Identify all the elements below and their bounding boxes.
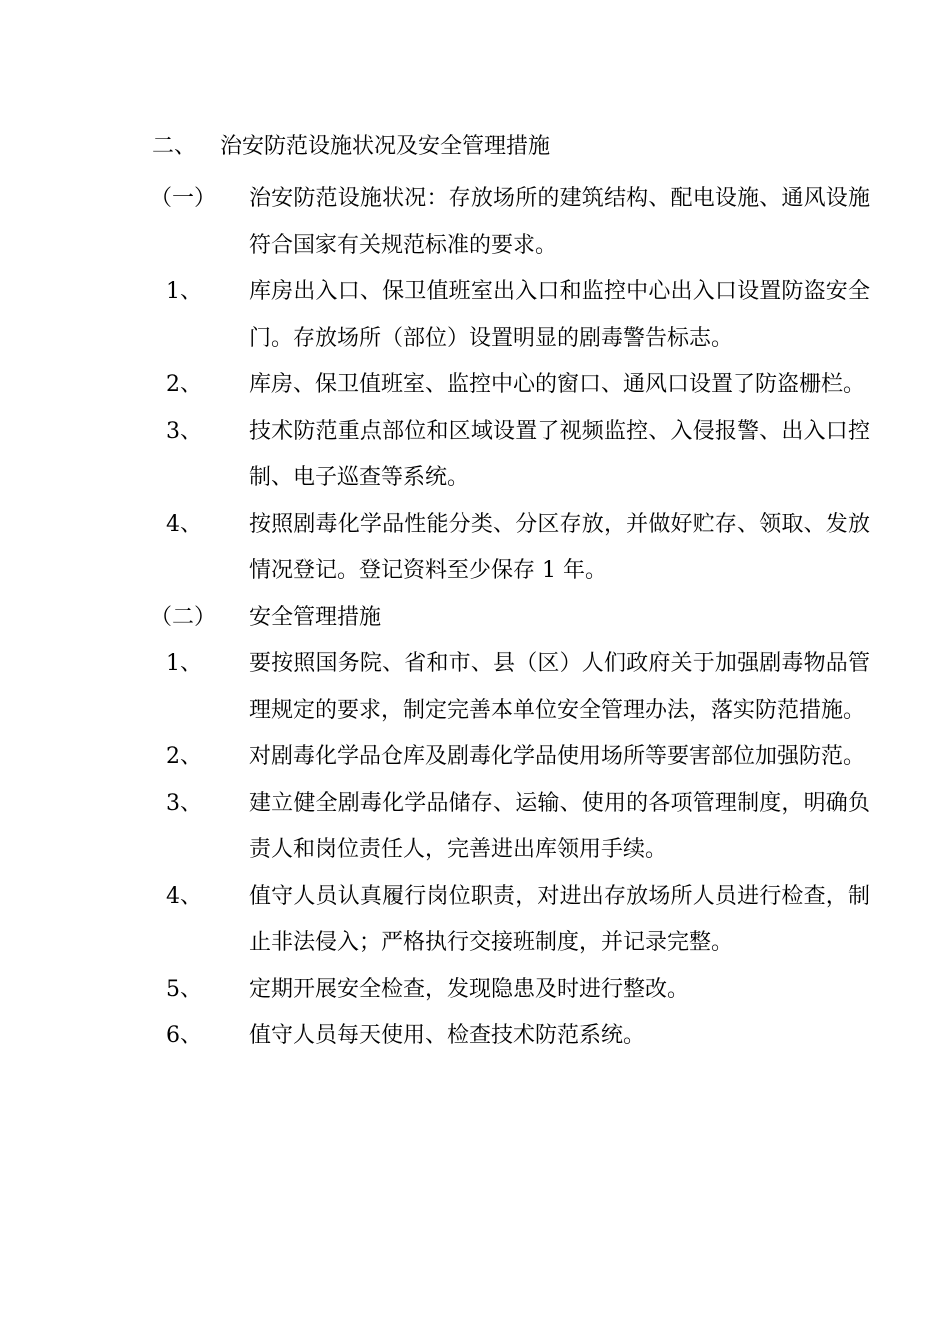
- list-item: [150, 1013, 870, 1060]
- item-number: 5、: [166, 976, 202, 1002]
- item-text: 库房、保卫值班室、监控中心的窗口、通风口设置了防盗栅栏。: [249, 372, 866, 397]
- list-item: [150, 362, 870, 409]
- item-text: 值守人员每天使用、检查技术防范系统。: [249, 1023, 646, 1048]
- item-text: 定期开展安全检查，发现隐患及时进行整改。: [249, 976, 690, 1002]
- list-item: [150, 967, 870, 1014]
- item-number: 4、: [166, 883, 202, 909]
- item-text: 要按照国务院、省和市、县（区）人们政府关于加强剧毒物品管理规定的要求，制定完善本单位安全管理办法，落实防范措施。: [249, 651, 870, 723]
- list-item: [150, 874, 870, 967]
- item-number: 4、: [166, 511, 202, 537]
- item-number: 6、: [166, 1023, 202, 1048]
- item-number: 2、: [166, 372, 202, 397]
- list-item: [150, 734, 870, 781]
- list-item: [150, 176, 870, 269]
- item-text: 安全管理措施: [249, 604, 382, 630]
- item-text: 库房出入口、保卫值班室出入口和监控中心出入口设置防盗安全门。存放场所（部位）设置明显的剧毒警告标志。: [249, 279, 870, 351]
- item-list: [150, 176, 870, 1060]
- list-item: [150, 595, 870, 642]
- section-heading: [152, 130, 550, 164]
- item-text: 治安防范设施状况：存放场所的建筑结构、配电设施、通风设施符合国家有关规范标准的要求。: [249, 186, 870, 258]
- item-text: 技术防范重点部位和区域设置了视频监控、入侵报警、出入口控制、电子巡查等系统。: [249, 418, 870, 490]
- item-number: 2、: [166, 744, 202, 769]
- list-item: [150, 409, 870, 502]
- list-item: [150, 641, 870, 734]
- item-number: 3、: [166, 790, 202, 816]
- list-item: [150, 502, 870, 595]
- item-number: （一）: [150, 186, 217, 211]
- item-number: 3、: [166, 418, 202, 444]
- list-item: [150, 269, 870, 362]
- section-title: 治安防范设施状况及安全管理措施: [220, 134, 551, 159]
- list-item: [150, 781, 870, 874]
- item-number: 1、: [166, 651, 202, 676]
- item-text: 按照剧毒化学品性能分类、分区存放，并做好贮存、领取、发放情况登记。登记资料至少保存 1 年。: [249, 511, 870, 583]
- item-text: 建立健全剧毒化学品储存、运输、使用的各项管理制度，明确负责人和岗位责任人，完善进出库领用手续。: [249, 790, 870, 862]
- item-number: 1、: [166, 279, 202, 304]
- section-number: 二、: [152, 134, 197, 159]
- item-number: （二）: [150, 604, 217, 630]
- item-text: 值守人员认真履行岗位职责，对进出存放场所人员进行检查，制止非法侵入；严格执行交接班制度，并记录完整。: [249, 883, 870, 955]
- item-text: 对剧毒化学品仓库及剧毒化学品使用场所等要害部位加强防范。: [249, 744, 866, 769]
